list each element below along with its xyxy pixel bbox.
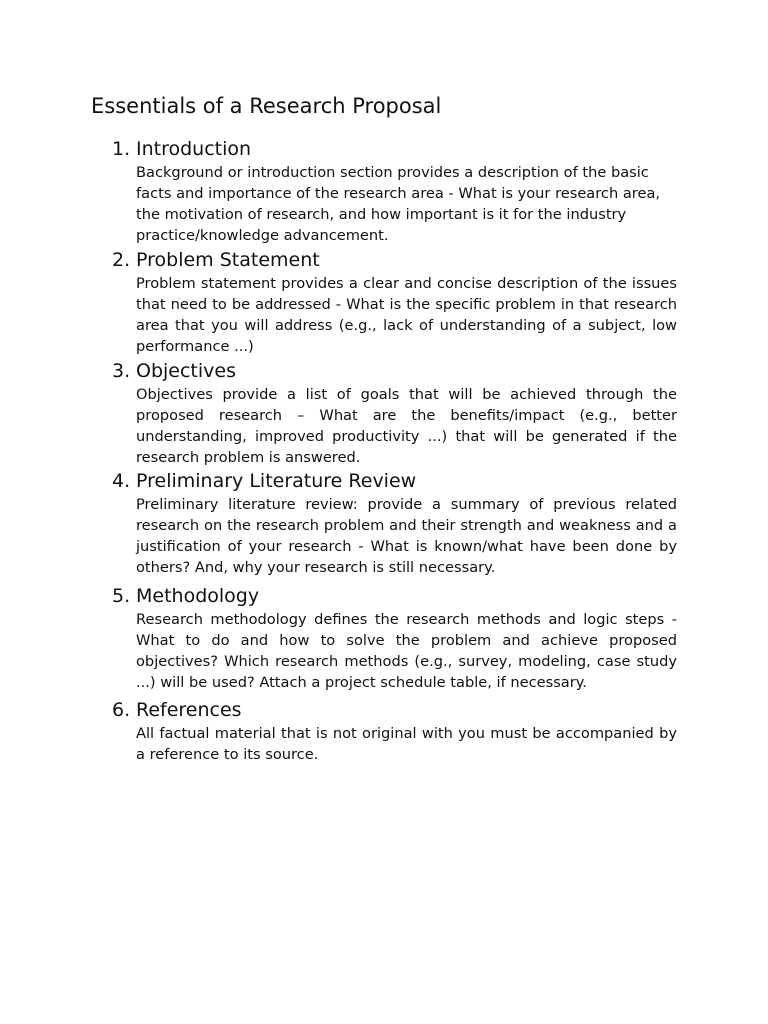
section-body: Research methodology defines the research methods and logic steps - What to do and how to solve the problem and achieve proposed objectives? Which research methods (e.g., survey, modeling, case study ...) will be used? Attach a project schedule table, if necessary. xyxy=(136,611,677,691)
section-heading: Objectives xyxy=(136,360,236,382)
section-number: 1. xyxy=(112,138,131,160)
section-heading: Problem Statement xyxy=(136,249,320,271)
section-number: 6. xyxy=(112,699,131,721)
section-number: 5. xyxy=(112,585,131,607)
section-number: 3. xyxy=(112,360,131,382)
section-heading: References xyxy=(136,699,242,721)
section-body: Preliminary literature review: provide a summary of previous related research on the research problem and their strength and weakness and a justification of your research - What is known/what have been done by others? And, why your research is still necessary. xyxy=(136,496,677,576)
section-number: 4. xyxy=(112,470,131,492)
section-body: Background or introduction section provides a description of the basic facts and importance of the research area - What is your research area, the motivation of research, and how important is it for the industry practice/knowledge advancement. xyxy=(136,164,661,244)
section-body: Objectives provide a list of goals that will be achieved through the proposed research – What are the benefits/impact (e.g., better understanding, improved productivity ...) that will be generated if the research problem is answered. xyxy=(136,386,677,466)
section-number: 2. xyxy=(112,249,131,271)
section-heading: Methodology xyxy=(136,585,260,607)
section-heading: Preliminary Literature Review xyxy=(136,470,417,492)
document-title: Essentials of a Research Proposal xyxy=(91,94,442,118)
section-body: Problem statement provides a clear and concise description of the issues that need to be addressed - What is the specific problem in that research area that you will address (e.g., lack of understanding of a subject, low performance ...) xyxy=(136,275,677,355)
section-body: All factual material that is not original with you must be accompanied by a reference to its source. xyxy=(136,725,677,763)
section-heading: Introduction xyxy=(136,138,252,160)
